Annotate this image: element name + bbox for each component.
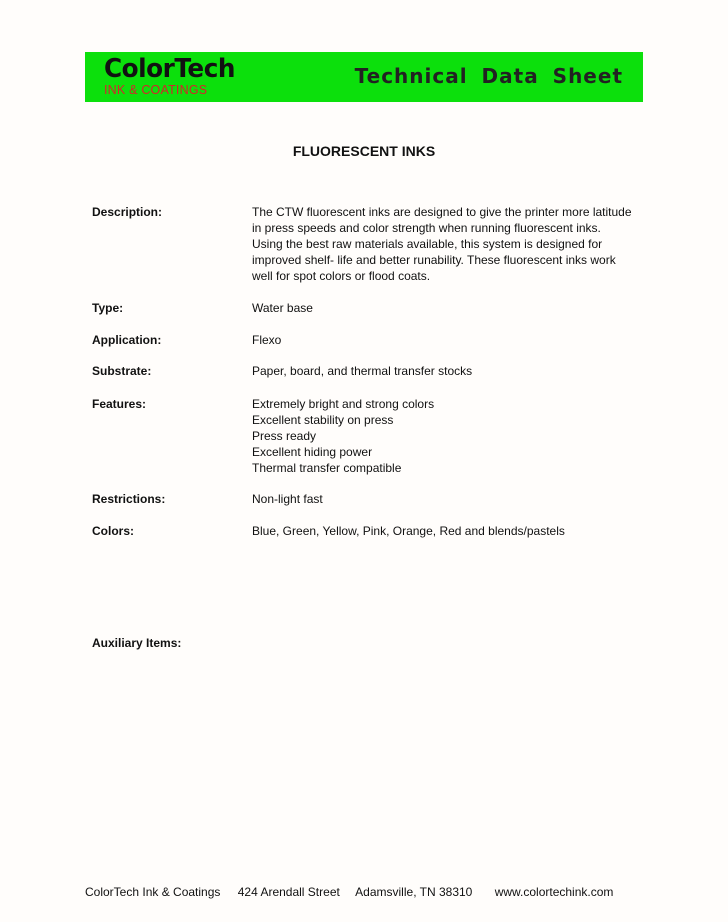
footer bbox=[85, 884, 613, 900]
feature-item: Press ready bbox=[252, 429, 317, 443]
description-line: The CTW fluorescent inks are designed to give the printer more latitude bbox=[252, 205, 632, 219]
footer-city: Adamsville, TN 38310 bbox=[355, 885, 473, 899]
description-line: improved shelf- life and better runability. These fluorescent inks work bbox=[252, 253, 616, 267]
substrate-value: Paper, board, and thermal transfer stocks bbox=[252, 364, 473, 378]
footer-street: 424 Arendall Street bbox=[237, 885, 340, 899]
feature-item: Extremely bright and strong colors bbox=[252, 397, 435, 411]
document-title: FLUORESCENT INKS bbox=[292, 143, 436, 159]
colors-value: Blue, Green, Yellow, Pink, Orange, Red and blends/pastels bbox=[252, 524, 565, 538]
sheet-title: Technical Data Sheet bbox=[354, 64, 623, 88]
substrate-label: Substrate: bbox=[92, 364, 152, 378]
type-label: Type: bbox=[92, 301, 124, 315]
description-value bbox=[252, 204, 652, 284]
restrictions-value: Non-light fast bbox=[252, 492, 323, 506]
features-label: Features: bbox=[92, 397, 147, 411]
restrictions-label: Restrictions: bbox=[92, 492, 166, 506]
description-line: in press speeds and color strength when running fluorescent inks. bbox=[252, 221, 601, 235]
application-label: Application: bbox=[92, 333, 162, 347]
type-value: Water base bbox=[252, 301, 313, 315]
description-label: Description: bbox=[92, 205, 163, 219]
description-line: Using the best raw materials available, this system is designed for bbox=[252, 237, 603, 251]
header-banner bbox=[85, 52, 643, 102]
features-value bbox=[252, 396, 652, 476]
colors-label: Colors: bbox=[92, 524, 134, 538]
auxiliary-label: Auxiliary Items: bbox=[92, 636, 182, 650]
footer-company: ColorTech Ink & Coatings bbox=[85, 885, 221, 899]
feature-item: Excellent stability on press bbox=[252, 413, 394, 427]
feature-item: Excellent hiding power bbox=[252, 445, 373, 459]
application-value: Flexo bbox=[252, 333, 282, 347]
footer-website-link[interactable]: www.colortechink.com bbox=[494, 885, 614, 899]
description-line: well for spot colors or flood coats. bbox=[252, 269, 431, 283]
company-logo: ColorTech bbox=[104, 54, 235, 84]
company-logo-subtitle: INK & COATINGS bbox=[104, 83, 208, 97]
feature-item: Thermal transfer compatible bbox=[252, 461, 402, 475]
